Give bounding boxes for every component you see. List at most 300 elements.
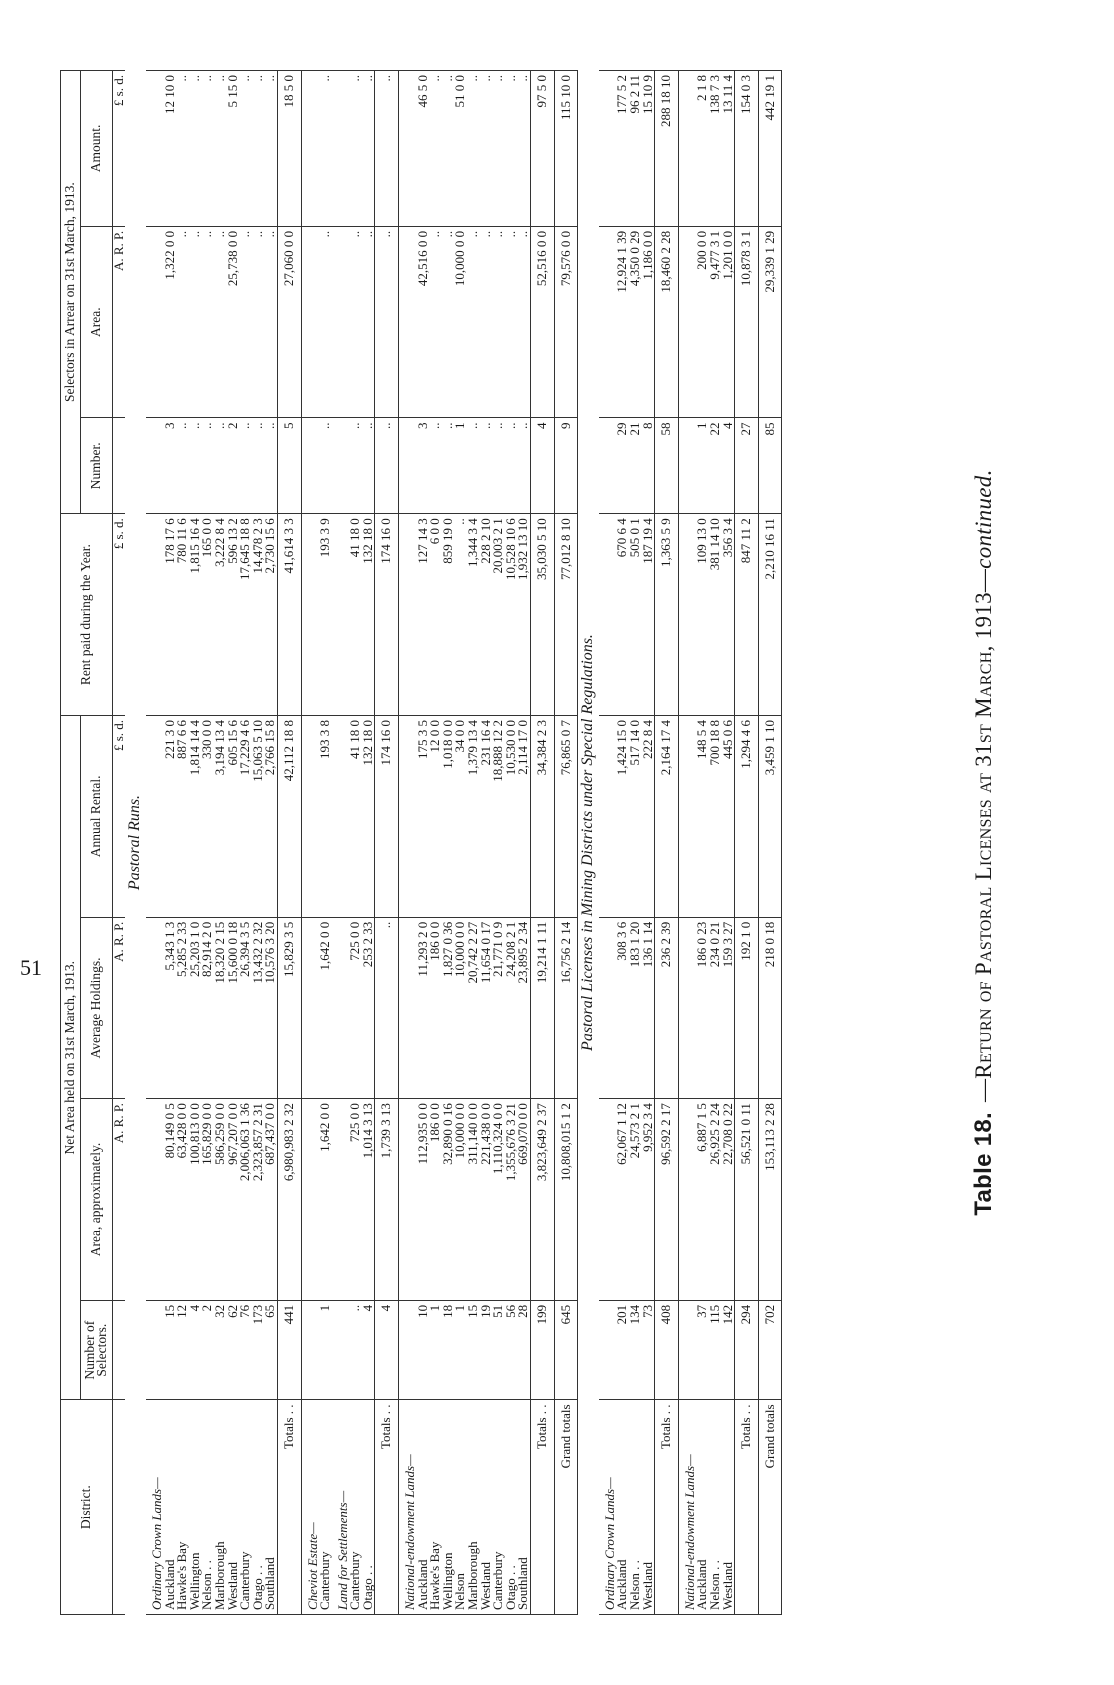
cell-rental: 887 6 6 [176,715,189,917]
cell-rental: 41 18 0 [349,715,362,917]
cell-amt: 154 0 3 [735,71,759,227]
cell-aa: .. [189,226,202,418]
table-row [239,71,252,1615]
cell-aa: .. [176,226,189,418]
table-title-text: —Return of Pastoral Licenses at 31st March, 1913— [971,568,996,1102]
table-row [454,71,467,1615]
totals-row [758,71,782,1615]
cell-aa: 1,322 0 0 [164,226,177,418]
cell-sel: 12 [176,1300,189,1400]
cell-amt: 97 5 0 [531,71,555,227]
cell-area: 1,642 0 0 [319,1099,332,1301]
cell-paid: 178 17 6 [164,514,177,716]
cell-area: 165,829 0 0 [201,1099,214,1301]
table-row [505,71,518,1615]
cell-paid: 1,932 13 10 [517,514,530,716]
cell-an: 4 [531,418,555,514]
cell-aa: .. [480,226,493,418]
cell-aa: 29,339 1 29 [758,226,782,418]
section-title: Pastoral Licenses in Mining Districts under Special Regulations. [578,71,599,1615]
totals-row [655,71,679,1615]
cell-amt: .. [375,71,399,227]
header-rent-paid: Rent paid during the Year. [61,514,113,716]
cell-rental: 700 18 8 [709,715,722,917]
cell-aa: 1,201 0 0 [722,226,735,418]
cell-amt: .. [362,71,375,227]
cell-aa: .. [429,226,442,418]
cell-paid: 35,030 5 10 [531,514,555,716]
cell-an: 1 [696,418,709,514]
district-cell: Wellington [442,1400,455,1615]
cell-sel: 201 [616,1300,629,1400]
district-cell: Southland [264,1400,277,1615]
cell-paid: 596 13 2 [227,514,240,716]
cell-paid: 14,478 2 3 [252,514,265,716]
cell-sel: .. [349,1300,362,1400]
unit-label: £ s. d. [112,71,125,227]
cell-rental: 2,114 17 0 [517,715,530,917]
cell-sel: 1 [429,1300,442,1400]
cell-aa: .. [467,226,480,418]
cell-area: 9,952 3 4 [642,1099,655,1301]
table-row [709,71,722,1615]
cell-paid: 10,528 10 6 [505,514,518,716]
district-cell: Otago . . [252,1400,265,1615]
cell-amt: .. [189,71,202,227]
cell-paid: 41 18 0 [349,514,362,716]
cell-amt: 15 10 9 [642,71,655,227]
district-cell: Canterbury [492,1400,505,1615]
cell-rental: 445 0 6 [722,715,735,917]
cell-aa: .. [264,226,277,418]
cell-area: 24,573 2 1 [629,1099,642,1301]
group-label: Ordinary Crown Lands— [599,1400,617,1615]
cell-sel: 4 [189,1300,202,1400]
cell-avg: 16,756 2 14 [554,917,578,1098]
cell-rental: 193 3 8 [319,715,332,917]
district-cell: Wellington [189,1400,202,1615]
cell-an: .. [319,418,332,514]
cell-an: 58 [655,418,679,514]
group-label: Land for Settlements— [332,1400,350,1615]
cell-amt: 177 5 2 [616,71,629,227]
cell-area: 1,739 3 13 [375,1099,399,1301]
totals-row [531,71,555,1615]
district-cell: Marlborough [467,1400,480,1615]
cell-area: 687,437 0 0 [264,1099,277,1301]
cell-amt: 12 10 0 [164,71,177,227]
cell-avg: 253 2 33 [362,917,375,1098]
rotated-page [20,70,1000,1615]
units-row [112,71,125,1615]
cell-rental: 2,766 15 8 [264,715,277,917]
district-cell: Westland [722,1400,735,1615]
cell-area: 100,813 0 0 [189,1099,202,1301]
cell-rental: 18,888 12 2 [492,715,505,917]
cell-an: .. [505,418,518,514]
cell-area: 1,355,676 3 21 [505,1099,518,1301]
cell-sel: 134 [629,1300,642,1400]
cell-avg: 11,654 0 17 [480,917,493,1098]
cell-paid: 505 0 1 [629,514,642,716]
cell-rental: 76,865 0 7 [554,715,578,917]
totals-row [375,71,399,1615]
cell-an: .. [362,418,375,514]
cell-area: 3,823,649 2 37 [531,1099,555,1301]
cell-an: 3 [417,418,430,514]
cell-area: 80,149 0 5 [164,1099,177,1301]
cell-an: .. [349,418,362,514]
cell-amt: .. [319,71,332,227]
section-title: Pastoral Runs. [126,794,144,891]
cell-sel: 32 [214,1300,227,1400]
cell-sel: 15 [467,1300,480,1400]
cell-avg: 11,293 2 0 [417,917,430,1098]
cell-aa: 42,516 0 0 [417,226,430,418]
cell-paid: 859 19 0 [442,514,455,716]
cell-area: 1,110,324 0 0 [492,1099,505,1301]
cell-an: 9 [554,418,578,514]
cell-amt: 442 19 1 [758,71,782,227]
district-cell: Otago . . [362,1400,375,1615]
table-body [112,71,782,1615]
district-cell: Totals . . [375,1400,399,1615]
cell-sel: 56 [505,1300,518,1400]
header-area: Area, approximately. [80,1099,112,1301]
totals-row [735,71,759,1615]
header-arrear-area: Area. [80,226,112,418]
cell-sel: 76 [239,1300,252,1400]
cell-area: 56,521 0 11 [735,1099,759,1301]
district-cell: Westland [642,1400,655,1615]
cell-avg: 5,343 1 3 [164,917,177,1098]
cell-rental: 517 14 0 [629,715,642,917]
cell-an: .. [214,418,227,514]
cell-paid: 77,012 8 10 [554,514,578,716]
cell-paid: 1,815 16 4 [189,514,202,716]
cell-amt: 2 1 8 [696,71,709,227]
cell-sel: 173 [252,1300,265,1400]
cell-avg: 236 2 39 [655,917,679,1098]
cell-avg: 18,320 2 15 [214,917,227,1098]
table-title-prefix: Table 18. [970,1112,997,1216]
cell-avg: 218 0 18 [758,917,782,1098]
cell-amt: .. [429,71,442,227]
cell-area: 22,708 0 22 [722,1099,735,1301]
cell-rental: 15,063 5 10 [252,715,265,917]
cell-area: 221,438 0 0 [480,1099,493,1301]
district-cell: Totals . . [531,1400,555,1615]
table-row [164,71,177,1615]
cell-rental: 1,018 0 0 [442,715,455,917]
table-row [480,71,493,1615]
cell-area: 2,323,857 2 31 [252,1099,265,1301]
cell-an: 27 [735,418,759,514]
totals-row [277,71,301,1615]
cell-avg: 20,742 2 27 [467,917,480,1098]
table-header [61,71,113,1615]
cell-an: .. [252,418,265,514]
cell-area: 6,887 1 5 [696,1099,709,1301]
cell-rental: 175 3 5 [417,715,430,917]
cell-amt: .. [252,71,265,227]
cell-avg: 5,285 2 33 [176,917,189,1098]
cell-amt: 115 10 0 [554,71,578,227]
cell-an: 5 [277,418,301,514]
cell-avg: .. [375,917,399,1098]
cell-aa: 200 0 0 [696,226,709,418]
cell-sel: 15 [164,1300,177,1400]
cell-paid: 6 0 0 [429,514,442,716]
cell-paid: 2,730 15 6 [264,514,277,716]
cell-an: 2 [227,418,240,514]
district-cell: Marlborough [214,1400,227,1615]
cell-aa: .. [442,226,455,418]
district-cell: Totals . . [277,1400,301,1615]
table-row [252,71,265,1615]
cell-rental: 17,229 4 6 [239,715,252,917]
cell-area: 112,935 0 0 [417,1099,430,1301]
cell-aa: .. [252,226,265,418]
cell-avg: 25,203 1 0 [189,917,202,1098]
district-cell: Otago . . [505,1400,518,1615]
cell-rental: 148 5 4 [696,715,709,917]
cell-aa: .. [319,226,332,418]
cell-amt: .. [442,71,455,227]
header-arrear-group: Selectors in Arrear on 31st March, 1913. [61,71,81,514]
cell-avg: 186 0 23 [696,917,709,1098]
district-cell: Westland [227,1400,240,1615]
table-row [467,71,480,1615]
cell-paid: 780 11 6 [176,514,189,716]
cell-paid: .. [454,514,467,716]
cell-area: 26,925 2 24 [709,1099,722,1301]
table-title [970,70,998,1615]
cell-avg: 13,432 2 32 [252,917,265,1098]
cell-amt: .. [176,71,189,227]
cell-area: 10,808,015 1 2 [554,1099,578,1301]
cell-area: 186 0 0 [429,1099,442,1301]
cell-avg: 234 0 21 [709,917,722,1098]
cell-sel: 702 [758,1300,782,1400]
cell-an: 8 [642,418,655,514]
district-cell: Auckland [417,1400,430,1615]
cell-an: .. [467,418,480,514]
table-row [429,71,442,1615]
cell-avg: 186 0 0 [429,917,442,1098]
pastoral-licenses-table [60,70,782,1615]
cell-an: .. [189,418,202,514]
cell-rental: 34 0 0 [454,715,467,917]
district-cell: Auckland [164,1400,177,1615]
cell-paid: 1,363 5 9 [655,514,679,716]
cell-rental: 1,294 4 6 [735,715,759,917]
cell-aa: .. [239,226,252,418]
cell-avg: 19,214 1 11 [531,917,555,1098]
cell-area: 1,014 3 13 [362,1099,375,1301]
cell-avg: 15,829 3 5 [277,917,301,1098]
cell-amt: 96 2 11 [629,71,642,227]
unit-label: A. R. P. [112,226,125,418]
header-arrear-number: Number. [80,418,112,514]
cell-avg: 1,642 0 0 [319,917,332,1098]
table-row [189,71,202,1615]
cell-aa: .. [349,226,362,418]
cell-paid: 381 14 10 [709,514,722,716]
cell-avg: 136 1 14 [642,917,655,1098]
cell-rental: 34,384 2 3 [531,715,555,917]
cell-sel: 19 [480,1300,493,1400]
cell-aa: 10,878 3 1 [735,226,759,418]
cell-paid: 187 19 4 [642,514,655,716]
cell-an: .. [442,418,455,514]
cell-an: 21 [629,418,642,514]
table-row [629,71,642,1615]
cell-an: 1 [454,418,467,514]
cell-sel: 28 [517,1300,530,1400]
cell-sel: 4 [375,1300,399,1400]
cell-rental: 330 0 0 [201,715,214,917]
cell-rental: 3,194 13 4 [214,715,227,917]
cell-area: 63,428 0 0 [176,1099,189,1301]
table-row [176,71,189,1615]
page-number: 51 [20,955,42,980]
group-label: National-endowment Lands— [678,1400,696,1615]
unit-label: A. R. P. [112,917,125,1098]
district-cell: Auckland [616,1400,629,1615]
table-row [517,71,530,1615]
cell-amt: .. [467,71,480,227]
cell-aa: 12,924 1 39 [616,226,629,418]
cell-sel: 645 [554,1300,578,1400]
cell-an: 3 [164,418,177,514]
group-row [301,71,319,1615]
cell-amt: .. [517,71,530,227]
header-average-holdings: Average Holdings. [80,917,112,1098]
cell-area: 311,140 0 0 [467,1099,480,1301]
table-row [362,71,375,1615]
cell-rental: 1,814 14 4 [189,715,202,917]
cell-rental: 221 3 0 [164,715,177,917]
cell-an: .. [176,418,189,514]
cell-rental: 2,164 17 4 [655,715,679,917]
cell-an: 4 [722,418,735,514]
cell-aa: 9,477 3 1 [709,226,722,418]
cell-avg: 183 1 20 [629,917,642,1098]
cell-avg: 15,600 0 18 [227,917,240,1098]
cell-rental: 42,112 18 8 [277,715,301,917]
district-cell: Hawke's Bay [176,1400,189,1615]
cell-an: 85 [758,418,782,514]
table-row [264,71,277,1615]
cell-avg: 10,000 0 0 [454,917,467,1098]
cell-rental: 10,530 0 0 [505,715,518,917]
cell-an: .. [264,418,277,514]
cell-sel: 4 [362,1300,375,1400]
cell-rental: 222 8 4 [642,715,655,917]
district-cell: Totals . . [735,1400,759,1615]
cell-an: .. [480,418,493,514]
district-cell: Grand totals [554,1400,578,1615]
cell-amt: .. [492,71,505,227]
section-title-row [578,71,599,1615]
group-row [146,71,164,1615]
group-row [599,71,617,1615]
table-row [214,71,227,1615]
district-cell: Southland [517,1400,530,1615]
section-title-row [125,71,146,1615]
cell-area: 96,592 2 17 [655,1099,679,1301]
cell-avg: 192 1 0 [735,917,759,1098]
table-row [616,71,629,1615]
table-row [492,71,505,1615]
table-row [319,71,332,1615]
cell-area: 10,000 0 0 [454,1099,467,1301]
group-label: National-endowment Lands— [399,1400,417,1615]
district-cell: Canterbury [239,1400,252,1615]
cell-avg: 82,914 2 0 [201,917,214,1098]
cell-aa: 25,738 0 0 [227,226,240,418]
cell-paid: 20,003 2 1 [492,514,505,716]
cell-rental: 12 0 0 [429,715,442,917]
cell-avg: 23,895 2 34 [517,917,530,1098]
cell-amt: 13 11 4 [722,71,735,227]
cell-paid: 165 0 0 [201,514,214,716]
cell-paid: 847 11 2 [735,514,759,716]
cell-sel: 62 [227,1300,240,1400]
cell-amt: .. [214,71,227,227]
cell-area: 669,070 0 0 [517,1099,530,1301]
district-cell: Westland [480,1400,493,1615]
cell-sel: 408 [655,1300,679,1400]
district-cell: Auckland [696,1400,709,1615]
district-cell: Canterbury [319,1400,332,1615]
group-row [332,71,350,1615]
cell-aa: 79,576 0 0 [554,226,578,418]
unit-label: A. R. P. [112,1099,125,1301]
cell-rental: 231 16 4 [480,715,493,917]
cell-paid: 132 18 0 [362,514,375,716]
cell-sel: 51 [492,1300,505,1400]
cell-area: 62,067 1 12 [616,1099,629,1301]
cell-amt: 288 18 10 [655,71,679,227]
cell-amt: .. [480,71,493,227]
cell-aa: .. [214,226,227,418]
cell-an: .. [429,418,442,514]
table-row [642,71,655,1615]
group-row [399,71,417,1615]
cell-aa: 4,350 0 29 [629,226,642,418]
cell-an: 22 [709,418,722,514]
cell-an: .. [517,418,530,514]
cell-sel: 142 [722,1300,735,1400]
unit-label: £ s. d. [112,715,125,917]
district-cell: Nelson . . [709,1400,722,1615]
cell-amt: .. [349,71,362,227]
cell-sel: 1 [454,1300,467,1400]
header-net-area-group: Net Area held on 31st March, 1913. [61,715,81,1399]
cell-sel: 1 [319,1300,332,1400]
cell-aa: .. [492,226,505,418]
cell-avg: 159 3 27 [722,917,735,1098]
table-row [201,71,214,1615]
cell-aa: .. [505,226,518,418]
cell-avg: 308 3 6 [616,917,629,1098]
cell-avg: 21,771 0 9 [492,917,505,1098]
cell-rental: 1,379 13 4 [467,715,480,917]
cell-avg: 725 0 0 [349,917,362,1098]
header-selectors: Number of Selectors. [80,1300,112,1400]
